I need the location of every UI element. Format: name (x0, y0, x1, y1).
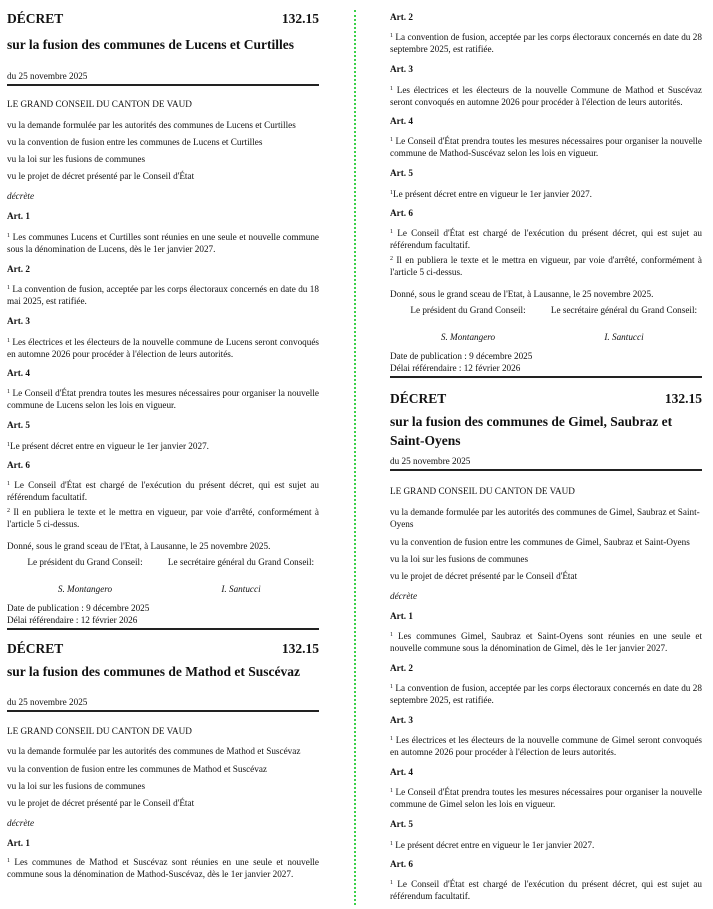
decree2-vu-1: vu la demande formulée par les autorités des communes de Mathod et Suscévaz (7, 746, 301, 756)
decree1-vu-2: vu la convention de fusion entre les communes de Lucens et Curtilles (7, 137, 263, 147)
decree1-header (7, 11, 319, 27)
decree2-art2-para: $^1$ La convention de fusion, acceptée par les corps électoraux concernés en date du 28 septembre 2025, est ratifiée. (390, 32, 702, 54)
decree3-rule (390, 469, 702, 471)
decree3-authority: LE GRAND CONSEIL DU CANTON DE VAUD (390, 486, 575, 496)
decree1-vu-4: vu le projet de décret présenté par le Conseil d'État (7, 171, 195, 181)
decree3-title: sur la fusion des communes de Gimel, Saubraz et Saint-Oyens (390, 414, 673, 448)
decree2-decrete: décrète (7, 818, 35, 828)
decree2-art3-para: $^1$ Les électrices et les électeurs de la nouvelle Commune de Mathod et Suscévaz seront convoqués en automne 2026 pour procéder à l'élection de leurs autorités. (390, 85, 702, 107)
decree3-art4-label: Art. 4 (390, 767, 413, 777)
decree2-art2-label: Art. 2 (390, 12, 413, 22)
decree3-date: du 25 novembre 2025 (390, 456, 471, 466)
decree2-art6-para1: $^1$ Le Conseil d'État est chargé de l'exécution du présent décret, qui est sujet au référendum facultatif. (390, 228, 703, 250)
decree1-signatures (7, 556, 319, 568)
decree3-art1-label: Art. 1 (390, 611, 413, 621)
decree3-art3-para: $^1$ Les électrices et les électeurs de la nouvelle commune de Gimel seront convoqués en automne 2026 pour procéder à l'élection de leurs autorités. (390, 735, 703, 757)
decree1-rule (7, 84, 319, 86)
decree1-art6-label: Art. 6 (7, 460, 30, 470)
decree3-vu-1: vu la demande formulée par les autorités des communes de Gimel, Saubraz et Saint-Oyens (390, 507, 700, 529)
decree1-art6-para1: $^1$ Le Conseil d'État est chargé de l'exécution du présent décret, qui est sujet au référendum facultatif. (7, 480, 320, 502)
decree2-vu-3: vu la loi sur les fusions de communes (7, 781, 146, 791)
decree2-vu-2: vu la convention de fusion entre les communes de Mathod et Suscévaz (7, 764, 267, 774)
decree1-art2-para: $^1$ La convention de fusion, acceptée par les corps électoraux concernés en date du 18 mai 2025, est ratifiée. (7, 284, 319, 306)
decree1-signature-names (7, 583, 319, 595)
decree2-authority: LE GRAND CONSEIL DU CANTON DE VAUD (7, 726, 192, 736)
decree1-art3-para: $^1$ Les électrices et les électeurs de la nouvelle commune de Lucens seront convoqués en automne 2026 pour procéder à l'élection de leurs autorités. (7, 337, 320, 359)
decree3-art5-label: Art. 5 (390, 819, 413, 829)
decree1-secretary-name: I. Santucci (221, 584, 261, 594)
decree2-header (7, 641, 319, 657)
decree2-end-rule (390, 376, 702, 378)
decree1-art2-label: Art. 2 (7, 264, 30, 274)
decree3-art1-para: $^1$ Les communes Gimel, Saubraz et Saint-Oyens sont réunies en une seule et nouvelle commune sous la dénomination de Gimel, dès le 1er janvier 2027. (390, 631, 703, 653)
decree3-art4-para: $^1$ Le Conseil d'État prendra toutes les mesures nécessaires pour organiser la nouvelle commune de Gimel selon les lois en vigueur. (390, 787, 702, 809)
decree1-title: sur la fusion des communes de Lucens et Curtilles (7, 37, 295, 52)
decree2-art5-para: $^1$Le présent décret entre en vigueur le 1er janvier 2027. (390, 189, 592, 199)
decree1-vu-3: vu la loi sur les fusions de communes (7, 154, 146, 164)
decree1-decrete: décrète (7, 191, 35, 201)
decree2-heading: DÉCRET (7, 641, 64, 656)
decree1-referendum: Délai référendaire : 12 février 2026 (7, 615, 138, 625)
decree1-heading: DÉCRET (7, 11, 64, 26)
decree3-heading: DÉCRET (390, 391, 447, 406)
decree1-art1-label: Art. 1 (7, 211, 30, 221)
decree1-number: 132.15 (281, 11, 319, 26)
decree2-rule (7, 710, 319, 712)
decree1-art5-para: $^1$Le présent décret entre en vigueur le 1er janvier 2027. (7, 441, 209, 451)
column-divider (354, 10, 356, 905)
decree3-art2-label: Art. 2 (390, 663, 413, 673)
decree2-signature-names (390, 331, 702, 343)
decree3-art2-para: $^1$ La convention de fusion, acceptée par les corps électoraux concernés en date du 28 septembre 2025, est ratifiée. (390, 683, 702, 705)
decree2-president-name: S. Montangero (440, 332, 496, 342)
decree3-header (390, 391, 702, 407)
decree3-art5-para: $^1$ Le présent décret entre en vigueur le 1er janvier 2027. (390, 840, 595, 850)
decree3-decrete: décrète (390, 591, 418, 601)
decree2-given: Donné, sous le grand sceau de l'Etat, à Lausanne, le 25 novembre 2025. (390, 289, 654, 299)
decree3-vu-2: vu la convention de fusion entre les communes de Gimel, Saubraz et Saint-Oyens (390, 537, 690, 547)
decree2-signatures (390, 304, 702, 316)
decree2-title: sur la fusion des communes de Mathod et Suscévaz (7, 664, 301, 679)
decree2-art1-label: Art. 1 (7, 838, 30, 848)
decree1-president-name: S. Montangero (57, 584, 113, 594)
decree2-vu-4: vu le projet de décret présenté par le Conseil d'État (7, 798, 195, 808)
decree1-art1-para: $^1$ Les communes Lucens et Curtilles sont réunies en une seule et nouvelle commune sous la dénomination de Lucens, dès le 1er janvier 2027. (7, 232, 319, 254)
decree3-art6-label: Art. 6 (390, 859, 413, 869)
decree1-art5-label: Art. 5 (7, 420, 30, 430)
decree2-art6-para2: $^2$ Il en publiera le texte et le mettra en vigueur, par voie d'arrêté, conformément à l'article 5 ci-dessus. (390, 255, 702, 277)
decree2-art5-label: Art. 5 (390, 168, 413, 178)
decree1-authority: LE GRAND CONSEIL DU CANTON DE VAUD (7, 99, 192, 109)
decree1-end-rule (7, 628, 319, 630)
decree2-publication: Date de publication : 9 décembre 2025 (390, 351, 533, 361)
decree2-number: 132.15 (281, 641, 319, 656)
decree2-secretary-title: Le secrétaire général du Grand Conseil: (550, 305, 698, 315)
decree2-date: du 25 novembre 2025 (7, 697, 88, 707)
decree2-art4-para: $^1$ Le Conseil d'État prendra toutes les mesures nécessaires pour organiser la nouvelle commune de Mathod-Suscévaz selon les lois en vigueur. (390, 136, 702, 158)
decree1-art3-label: Art. 3 (7, 316, 30, 326)
decree2-secretary-name: I. Santucci (604, 332, 644, 342)
decree1-vu-1: vu la demande formulée par les autorités des communes de Lucens et Curtilles (7, 120, 296, 130)
decree1-art6-para2: $^2$ Il en publiera le texte et le mettra en vigueur, par voie d'arrêté, conformément à l'article 5 ci-dessus. (7, 507, 319, 529)
decree1-publication: Date de publication : 9 décembre 2025 (7, 603, 150, 613)
decree1-president-title: Le président du Grand Conseil: (27, 557, 143, 567)
decree1-given: Donné, sous le grand sceau de l'Etat, à Lausanne, le 25 novembre 2025. (7, 541, 271, 551)
decree2-president-title: Le président du Grand Conseil: (410, 305, 526, 315)
decree2-art3-label: Art. 3 (390, 64, 413, 74)
decree3-vu-3: vu la loi sur les fusions de communes (390, 554, 529, 564)
decree1-art4-para: $^1$ Le Conseil d'État prendra toutes les mesures nécessaires pour organiser la nouvelle commune de Lucens selon les lois en vigueur. (7, 388, 319, 410)
decree3-art6-para1: $^1$ Le Conseil d'État est chargé de l'exécution du présent décret, qui est sujet au référendum facultatif. (390, 879, 703, 901)
decree2-art1-para: $^1$ Les communes de Mathod et Suscévaz sont réunies en une seule et nouvelle commune sous la dénomination de Mathod-Suscévaz, dès le 1er janvier 2027. (7, 857, 319, 879)
decree2-art6-label: Art. 6 (390, 208, 413, 218)
decree2-art4-label: Art. 4 (390, 116, 413, 126)
decree3-vu-4: vu le projet de décret présenté par le Conseil d'État (390, 571, 578, 581)
decree3-art3-label: Art. 3 (390, 715, 413, 725)
decree1-art4-label: Art. 4 (7, 368, 30, 378)
decree3-number: 132.15 (664, 391, 702, 406)
decree2-referendum: Délai référendaire : 12 février 2026 (390, 363, 521, 373)
decree1-secretary-title: Le secrétaire général du Grand Conseil: (167, 557, 315, 567)
decree1-date: du 25 novembre 2025 (7, 71, 88, 81)
